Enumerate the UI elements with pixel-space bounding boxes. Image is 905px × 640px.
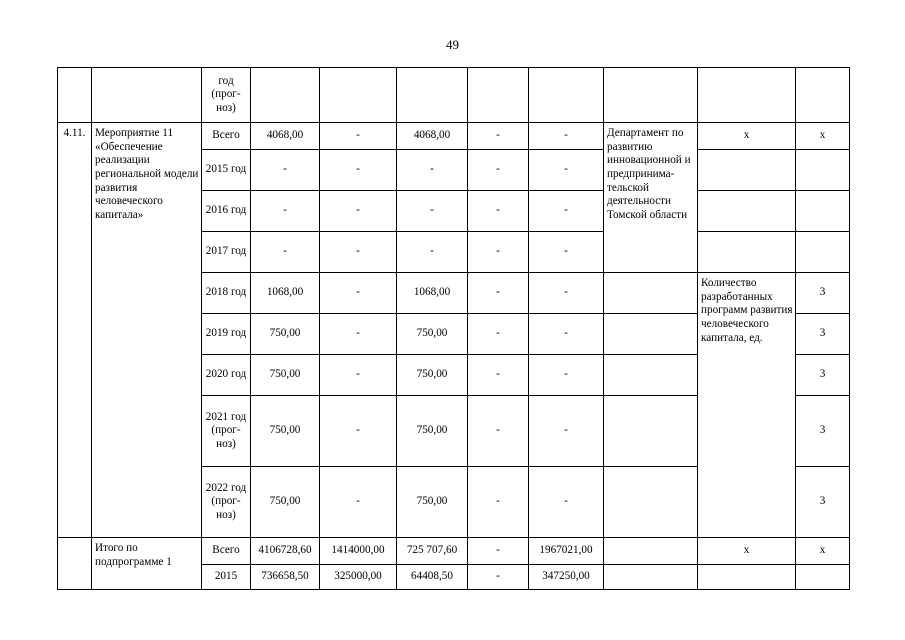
cell-empty <box>58 538 92 590</box>
indicator-value-cell <box>698 191 796 232</box>
cell-empty <box>320 68 397 123</box>
total-cell: 1068,00 <box>251 273 320 314</box>
extra-cell: 1967021,00 <box>529 538 604 565</box>
indicator-value-cell <box>698 150 796 191</box>
extra-cell: - <box>529 355 604 396</box>
federal-cell: - <box>320 191 397 232</box>
continuation-row <box>58 68 850 123</box>
federal-cell: - <box>320 150 397 191</box>
local-cell: - <box>468 565 529 590</box>
year-cell: 2017 год <box>202 232 251 273</box>
total-cell: - <box>251 150 320 191</box>
regional-cell: - <box>397 191 468 232</box>
target-value-cell: 3 <box>796 314 850 355</box>
total-cell: 750,00 <box>251 467 320 538</box>
executor-cell-empty <box>604 467 698 538</box>
indicator-name-cell: Количество разработанных программ развития человеческого капитала, ед. <box>698 273 796 538</box>
regional-cell: 725 707,60 <box>397 538 468 565</box>
indicator-value-cell: x <box>698 538 796 565</box>
total-cell: - <box>251 232 320 273</box>
regional-cell: 64408,50 <box>397 565 468 590</box>
federal-cell: - <box>320 273 397 314</box>
subtotal-row <box>58 538 850 565</box>
year-cell: 2016 год <box>202 191 251 232</box>
federal-cell: - <box>320 232 397 273</box>
cell-empty <box>58 68 92 123</box>
year-cell: 2018 год <box>202 273 251 314</box>
local-cell: - <box>468 396 529 467</box>
target-value-cell <box>796 232 850 273</box>
federal-cell: - <box>320 314 397 355</box>
regional-cell: 1068,00 <box>397 273 468 314</box>
total-cell: 750,00 <box>251 314 320 355</box>
measure-number: 4.11. <box>58 123 92 538</box>
regional-cell: 750,00 <box>397 396 468 467</box>
subtotal-name: Итого по подпрограмме 1 <box>92 538 202 590</box>
year-cell: 2020 год <box>202 355 251 396</box>
extra-cell: - <box>529 191 604 232</box>
year-cell: Всего <box>202 538 251 565</box>
regional-cell: 750,00 <box>397 314 468 355</box>
federal-cell: 325000,00 <box>320 565 397 590</box>
executor-cell-empty <box>604 396 698 467</box>
local-cell: - <box>468 232 529 273</box>
cell-empty <box>529 68 604 123</box>
regional-cell: 750,00 <box>397 467 468 538</box>
target-value-cell <box>796 150 850 191</box>
year-cell: 2021 год (прог-ноз) <box>202 396 251 467</box>
total-cell: 750,00 <box>251 396 320 467</box>
executor-cell-empty <box>604 538 698 565</box>
target-value-cell: 3 <box>796 467 850 538</box>
extra-cell: - <box>529 150 604 191</box>
federal-cell: - <box>320 123 397 150</box>
federal-cell: - <box>320 355 397 396</box>
indicator-value-cell: x <box>698 123 796 150</box>
federal-cell: 1414000,00 <box>320 538 397 565</box>
target-value-cell: 3 <box>796 273 850 314</box>
total-cell: - <box>251 191 320 232</box>
extra-cell: - <box>529 467 604 538</box>
year-cell: 2022 год (прог-ноз) <box>202 467 251 538</box>
executor-cell-empty <box>604 565 698 590</box>
page-number: 49 <box>446 37 459 52</box>
local-cell: - <box>468 538 529 565</box>
cell-empty <box>698 68 796 123</box>
cell-empty <box>468 68 529 123</box>
executor-cell-empty <box>604 355 698 396</box>
cell-empty <box>251 68 320 123</box>
target-value-cell: x <box>796 123 850 150</box>
regional-cell: 750,00 <box>397 355 468 396</box>
year-cell: Всего <box>202 123 251 150</box>
total-cell: 736658,50 <box>251 565 320 590</box>
extra-cell: - <box>529 314 604 355</box>
regional-cell: - <box>397 232 468 273</box>
local-cell: - <box>468 314 529 355</box>
local-cell: - <box>468 191 529 232</box>
local-cell: - <box>468 467 529 538</box>
year-cell: 2019 год <box>202 314 251 355</box>
cell-empty <box>92 68 202 123</box>
extra-cell: - <box>529 396 604 467</box>
target-value-cell: 3 <box>796 355 850 396</box>
indicator-value-cell-empty <box>698 565 796 590</box>
year-cell: 2015 год <box>202 150 251 191</box>
indicator-value-cell <box>698 232 796 273</box>
total-cell: 750,00 <box>251 355 320 396</box>
extra-cell: - <box>529 273 604 314</box>
total-cell: 4068,00 <box>251 123 320 150</box>
cell-empty <box>796 68 850 123</box>
federal-cell: - <box>320 396 397 467</box>
local-cell: - <box>468 355 529 396</box>
target-value-cell-empty <box>796 565 850 590</box>
year-cell: год (прог-ноз) <box>202 68 251 123</box>
total-cell: 4106728,60 <box>251 538 320 565</box>
table-row <box>58 123 850 150</box>
regional-cell: 4068,00 <box>397 123 468 150</box>
executor-cell: Департамент по развитию инновационной и предпринима-тельской деятельности Томской области <box>604 123 698 273</box>
executor-cell-empty <box>604 273 698 314</box>
regional-cell: - <box>397 150 468 191</box>
cell-empty <box>604 68 698 123</box>
federal-cell: - <box>320 467 397 538</box>
year-cell: 2015 <box>202 565 251 590</box>
extra-cell: - <box>529 232 604 273</box>
extra-cell: 347250,00 <box>529 565 604 590</box>
extra-cell: - <box>529 123 604 150</box>
budget-table <box>57 67 850 590</box>
executor-cell-empty <box>604 314 698 355</box>
local-cell: - <box>468 123 529 150</box>
local-cell: - <box>468 273 529 314</box>
target-value-cell: 3 <box>796 396 850 467</box>
cell-empty <box>397 68 468 123</box>
target-value-cell <box>796 191 850 232</box>
local-cell: - <box>468 150 529 191</box>
target-value-cell: x <box>796 538 850 565</box>
measure-name: Мероприятие 11 «Обеспечение реализации региональной модели развития человеческого капитала» <box>92 123 202 538</box>
